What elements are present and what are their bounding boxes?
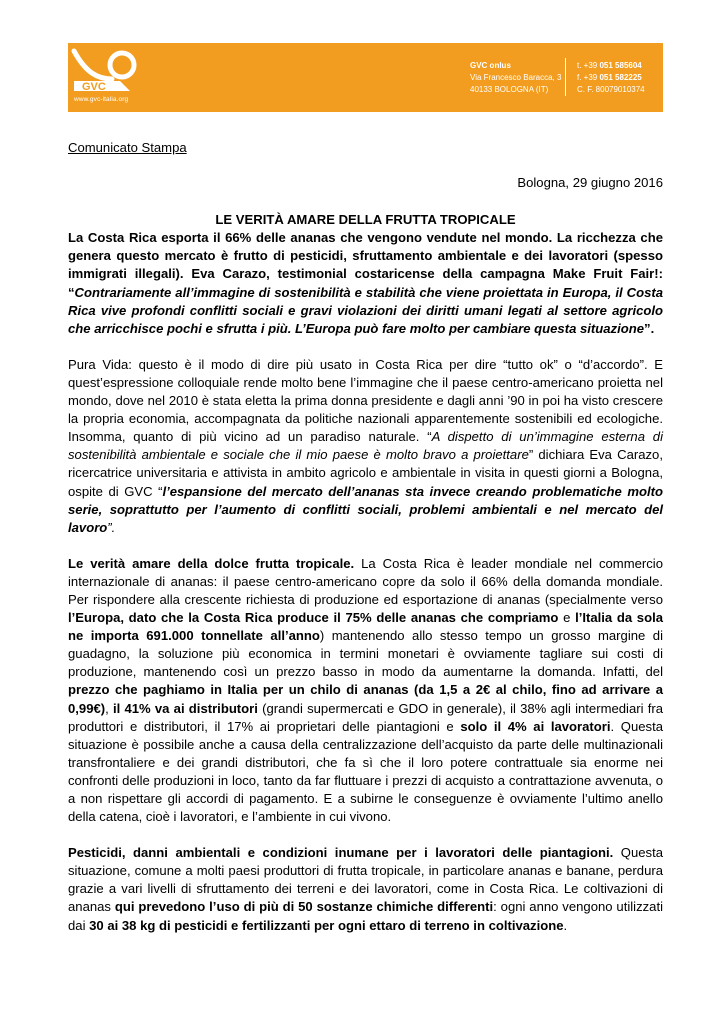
logo-text: GVC [82, 81, 106, 93]
address-line-2: 40133 BOLOGNA (IT) [470, 85, 549, 94]
letterhead-divider [565, 58, 566, 96]
tax-code: C. F. 80079010374 [577, 85, 645, 94]
address-line-1: Via Francesco Baracca, 3 [470, 73, 562, 82]
document-title: LE VERITÀ AMARE DELLA FRUTTA TROPICALE [215, 212, 516, 228]
paragraph-pesticides: Pesticidi, danni ambientali e condizioni inumane per i lavoratori delle piantagioni. Questa situazione, comune a molti paesi produttori di frutta tropicale, in particolare ananas e banane, perdura grazie a vari livelli di sfruttamento dei terreni e dei lavoratori, come in Costa Rica. Le coltivazioni di ananas qui prevedono l’uso di più di 50 sostanze chimiche differenti: ogni anno vengono utilizzati dai 30 ai 38 kg di pesticidi e fertilizzanti per ogni ettaro di terreno in coltivazione. [68, 845, 663, 933]
paragraph-pura-vida: Pura Vida: questo è il modo di dire più usato in Costa Rica per dire “tutto ok” o “d’accordo”. E quest’espressione colloquiale rende molto bene l’immagine che il paese centro-americano proietta nel mondo, dove nel 2010 è stata eletta la prima donna presidente e dagli anni ’90 in poi ha visto crescere la propria economia, accompagnata da politiche nazionali apparentemente sostenibili ed ecologiche. Insomma, quanto di più vicino ad un paradiso naturale. “A dispetto di un’immagine esterna di sostenibilità ambientale e sociale che il mio paese è molto bravo a proiettare” dichiara Eva Carazo, ricercatrice universitaria e attivista in ambito agricolo e ambientale in visita in questi giorni a Bologna, ospite di GVC “l’espansione del mercato dell’ananas sta invece creando problematiche molto serie, soprattutto per l’aumento di conflitti sociali, problemi ambientali e nel mercato del lavoro”. [68, 356, 663, 535]
org-contacts [577, 60, 645, 96]
org-name: GVC onlus [470, 61, 511, 70]
letterhead-banner [68, 43, 663, 112]
gvc-logo [68, 43, 148, 112]
fax-number: f. +39 051 582225 [577, 73, 642, 82]
paragraph-bitter-truths: Le verità amare della dolce frutta tropicale. La Costa Rica è leader mondiale nel commercio internazionale di ananas: il paese centro-americano copre da solo il 66% della domanda mondiale. Per rispondere alla crescente richiesta di produzione ed esportazione di ananas (specialmente verso l’Europa, dato che la Costa Rica produce il 75% delle ananas che compriamo e l’Italia da sola ne importa 691.000 tonnellate all’anno) mantenendo allo stesso tempo un grosso margine di guadagno, la soluzione più economica in termini monetari è ovviamente tagliare sui costi di produzione, mantenendo così un prezzo basso in modo da aumentarne la domanda. Infatti, del prezzo che paghiamo in Italia per un chilo di ananas (da 1,5 a 2€ al chilo, fino ad arrivare a 0,99€), il 41% va ai distributori (grandi supermercati e GDO in generale), il 38% agli intermediari fra produttori e distributori, il 17% ai proprietari delle piantagioni e solo il 4% ai lavoratori. Questa situazione è possibile anche a causa della centralizzazione dell’acquisto da parte delle multinazionali transfrontaliere e dei grandi distributori, che fa sì che il loro potere contrattuale sia enorme nei confronti delle produzioni in loco, tanto da far fluttuare i prezzi di acquisto a contrattazione avvenuta, o a non rispettare gli accordi di pagamento. E a subirne le conseguenze è ovviamente l’ultimo anello della catena, cioè i lavoratori, e l’ambiente in cui vivono. [68, 555, 663, 825]
logo-website: www.gvc-italia.org [74, 96, 129, 103]
org-address [470, 60, 561, 96]
phone-number: t. +39 051 585604 [577, 61, 642, 70]
intro-paragraph: La Costa Rica esporta il 66% delle ananas che vengono vendute nel mondo. La ricchezza che genera questo mercato è frutto di pesticidi, sfruttamento ambientale e dei lavoratori (spesso immigrati illegali). Eva Carazo, testimonial costaricense della campagna Make Fruit Fair!: “Contrariamente all’immagine di sostenibilità e stabilità che viene proiettata in Europa, il Costa Rica vive profondi conflitti sociali e gravi violazioni dei diritti umani legati al settore agricolo che arricchisce pochi e sfrutta i più. L’Europa può fare molto per cambiare questa situazione”. [68, 230, 663, 336]
press-release-body [68, 139, 663, 935]
document-date: Bologna, 29 giugno 2016 [517, 175, 663, 191]
document-label: Comunicato Stampa [68, 140, 187, 155]
